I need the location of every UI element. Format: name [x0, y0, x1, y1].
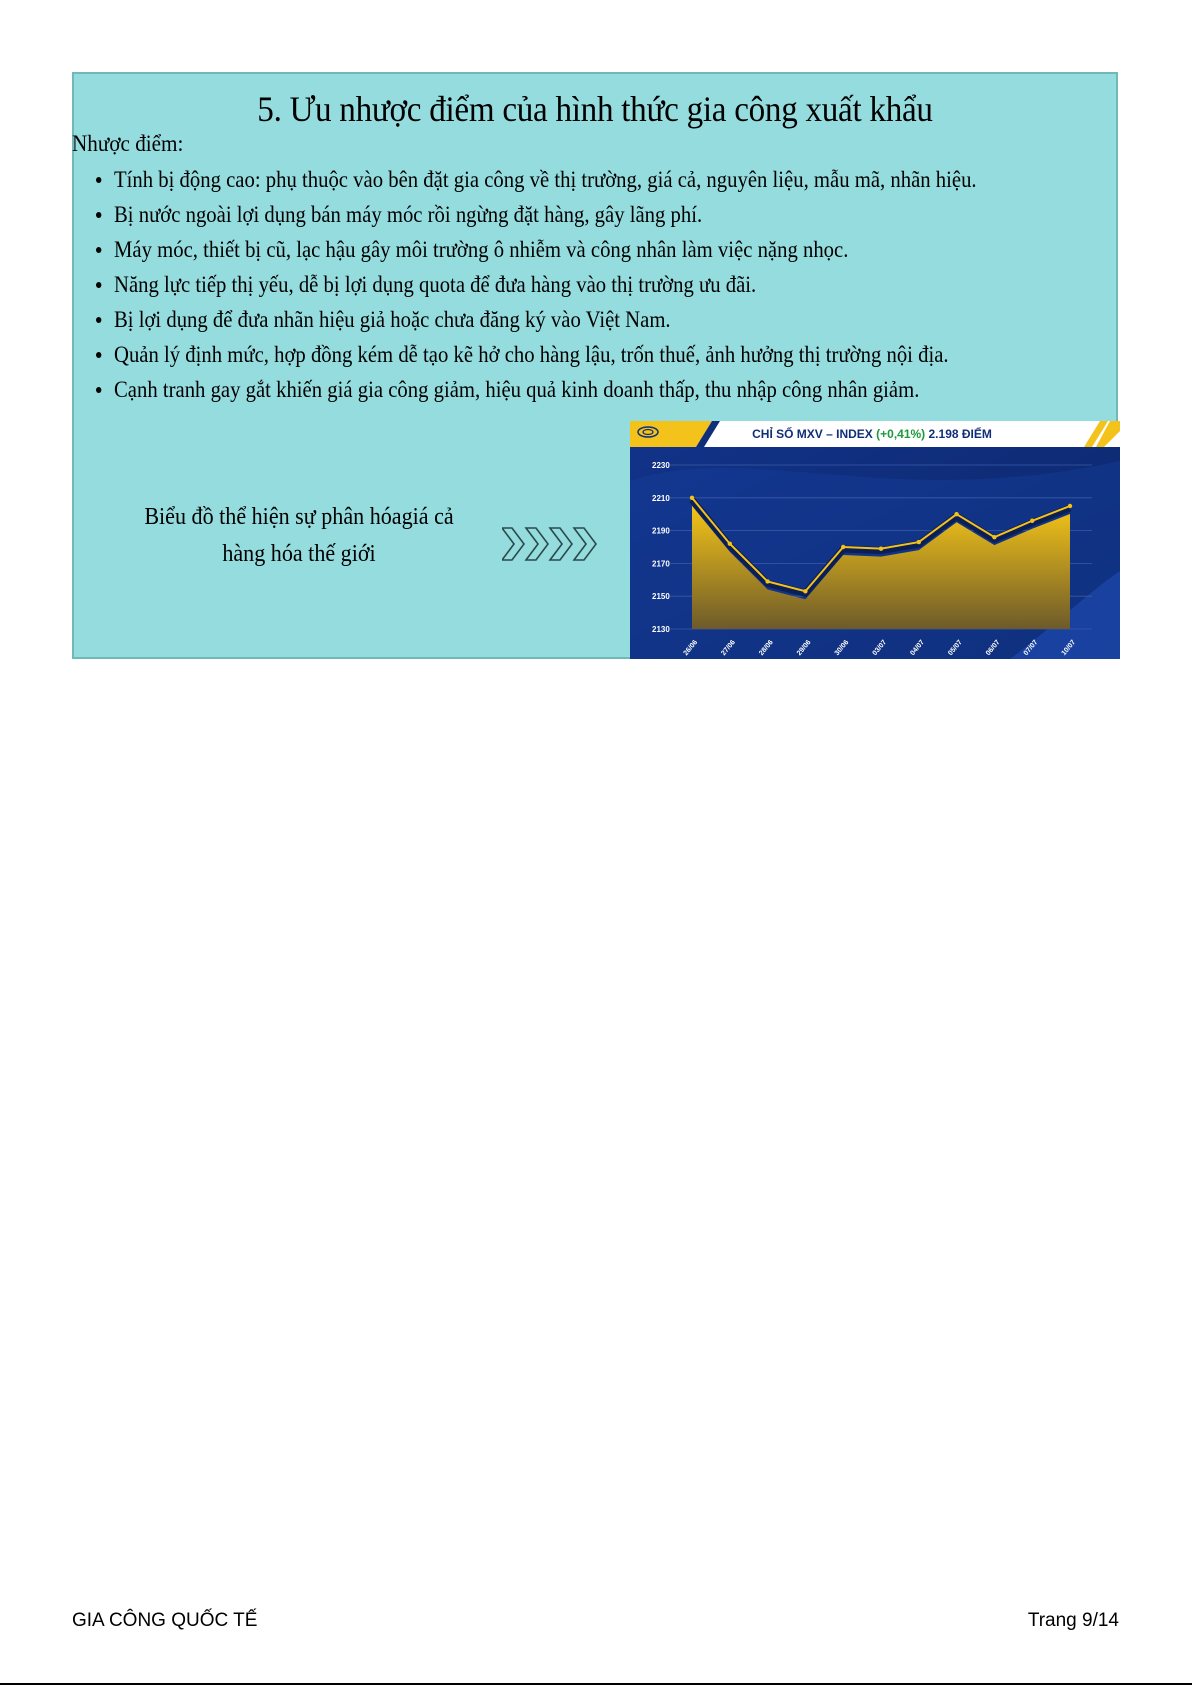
chart-y-tick-label: 2170 [652, 559, 670, 569]
bullet-item [96, 337, 977, 372]
bullet-dot-icon [96, 282, 101, 288]
chart-title-prefix: CHỈ SỐ MXV – INDEX [752, 427, 877, 441]
chart-data-point [1030, 519, 1034, 523]
footer-right: Trang 9/14 [1027, 1610, 1119, 1631]
chart-caption-line: Biểu đồ thể hiện sự phân hóagiá cả [144, 504, 454, 530]
chart-y-tick-label: 2190 [652, 526, 670, 536]
chart-data-point [841, 545, 845, 549]
chart-y-tick-label: 2130 [652, 625, 670, 634]
chart-data-point [690, 496, 694, 500]
chart-data-point [954, 512, 958, 516]
bullet-list [96, 162, 1074, 407]
bullet-dot-icon [96, 352, 101, 358]
bullet-text: Bị nước ngoài lợi dụng bán máy móc rồi ngừng đặt hàng, gây lãng phí. [114, 202, 703, 227]
chart-title-change: (+0,41%) [876, 427, 926, 441]
bullet-text: Máy móc, thiết bị cũ, lạc hậu gây môi trường ô nhiễm và công nhân làm việc nặng nhọc. [114, 237, 849, 262]
footer-left: GIA CÔNG QUỐC TẾ [72, 1610, 258, 1631]
bullet-text: Cạnh tranh gay gắt khiến giá gia công giảm, hiệu quả kinh doanh thấp, thu nhập công nhân giảm. [114, 377, 920, 402]
chart-data-point [879, 546, 883, 550]
bullet-item [96, 162, 977, 197]
bullet-text: Năng lực tiếp thị yếu, dễ bị lợi dụng quota để đưa hàng vào thị trường ưu đãi. [114, 272, 757, 297]
mxv-index-chart [630, 421, 1120, 659]
chart-x-tick-label: 07/07 [1022, 639, 1040, 658]
slide-title: 5. Ưu nhược điểm của hình thức gia công xuất khẩu [257, 89, 933, 129]
bullet-item [96, 197, 977, 232]
chart-y-tick-label: 2230 [652, 461, 670, 470]
chart-y-tick-label: 2150 [652, 592, 670, 602]
chart-x-tick-label: 26/06 [682, 639, 700, 658]
chart-x-tick-label: 03/07 [871, 639, 889, 658]
chart-y-tick-label: 2210 [652, 493, 670, 503]
chart-x-tick-label: 10/07 [1060, 639, 1078, 658]
chart-title-suffix: 2.198 ĐIỂM [925, 427, 992, 441]
chart-caption [129, 499, 469, 573]
chart-x-tick-label: 05/07 [947, 639, 964, 658]
chevrons-right-icon [502, 524, 598, 564]
chart-x-tick-label: 27/06 [720, 639, 737, 658]
section-label: Nhược điểm: [72, 131, 184, 156]
bullet-dot-icon [96, 247, 101, 253]
chart-data-point [992, 535, 996, 539]
bullet-text: Bị lợi dụng để đưa nhãn hiệu giả hoặc chưa đăng ký vào Việt Nam. [114, 307, 671, 332]
chart-data-point [917, 540, 921, 544]
chart-data-point [765, 579, 769, 583]
chart-x-tick-label: 30/06 [833, 639, 851, 658]
chart-data-point [728, 542, 732, 546]
chart-caption-line: hàng hóa thế giới [222, 541, 376, 567]
chart-svg [630, 421, 1120, 659]
chart-x-tick-label: 29/06 [795, 639, 813, 658]
chart-title [752, 426, 992, 441]
bullet-text: Tính bị động cao: phụ thuộc vào bên đặt gia công về thị trường, giá cả, nguyên liệu, mẫu mã, nhãn hiệu. [114, 167, 977, 192]
chart-x-tick-label: 04/07 [909, 639, 926, 658]
bullet-item [96, 232, 977, 267]
bullet-item [96, 372, 977, 407]
chart-data-point [803, 589, 807, 593]
chart-x-tick-label: 06/07 [984, 639, 1002, 658]
bullet-dot-icon [96, 177, 101, 183]
slide [72, 72, 1118, 659]
bullet-dot-icon [96, 317, 101, 323]
bullet-item [96, 302, 977, 337]
bullet-item [96, 267, 977, 302]
bullet-dot-icon [96, 387, 101, 393]
bullet-text: Quản lý định mức, hợp đồng kém dễ tạo kẽ hở cho hàng lậu, trốn thuế, ảnh hưởng thị trường nội địa. [114, 342, 949, 367]
chart-x-tick-label: 28/06 [758, 639, 775, 658]
chart-data-point [1068, 504, 1072, 508]
bullet-dot-icon [96, 212, 101, 218]
